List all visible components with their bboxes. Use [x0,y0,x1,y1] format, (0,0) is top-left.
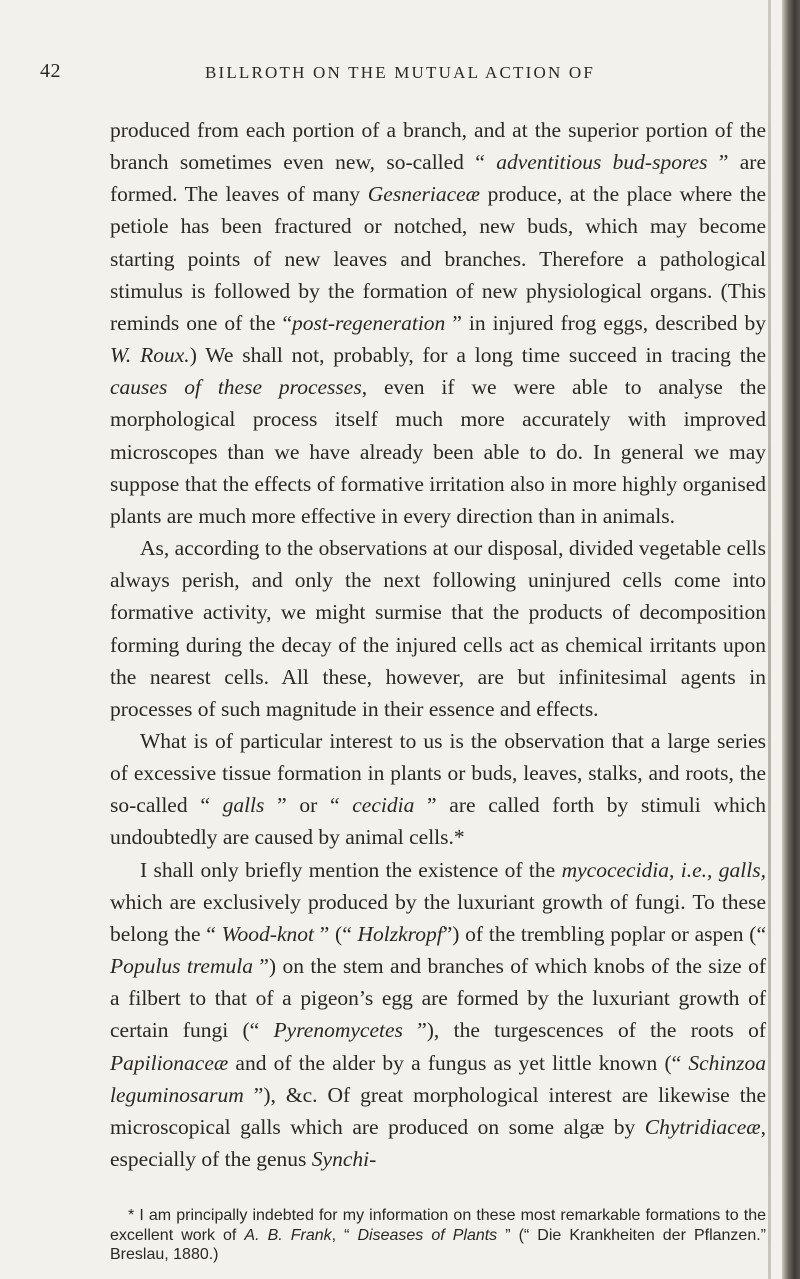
paragraph [110,725,766,854]
running-head-title: BILLROTH ON THE MUTUAL ACTION OF [204,63,596,82]
italic-text-run: Diseases of Plants [357,1226,498,1244]
italic-text-run: causes of these processes [110,375,362,400]
text-run: ”) on the stem and branches of which knobs of the size of a filbert to that of a pigeon’s egg are formed by the luxuriant growth of certain fungi (“ [110,954,767,1043]
text-run: ”), the turgescences of the roots of [402,1018,766,1043]
italic-text-run: Pyrenomycetes [273,1018,403,1043]
text-run: ” (“ Die Krankheiten der Pflanzen.” Breslau, 1880.) [110,1226,766,1263]
italic-text-run: Synchi- [311,1147,377,1171]
text-run: I shall only briefly mention the existence of the [140,857,562,882]
text-run: ”) of the trembling poplar or aspen (“ [442,921,767,946]
italic-text-run: post-regeneration [292,310,446,335]
italic-text-run: Chytridiaceæ [644,1114,761,1139]
italic-text-run: mycocecidia, i.e., galls, [561,857,766,882]
body-text [110,114,766,1175]
text-run: produced from each portion of a branch, and at the superior portion of the branch sometimes even new, so-called “ [110,118,766,175]
footnote [110,1206,766,1265]
italic-text-run: A. B. Frank [244,1226,332,1244]
text-run: which are exclusively produced by the luxuriant growth of fungi. To these belong the “ [110,889,766,946]
italic-text-run: cecidia [352,793,415,818]
italic-text-run: Populus tremula [110,954,253,979]
italic-text-run: galls [222,793,265,818]
italic-text-run: W. Roux. [110,343,190,368]
text-run: and of the alder by a fungus as yet little known (“ [228,1050,689,1075]
text-run: ” are called forth by stimuli which undoubtedly are caused by animal cells.* [110,793,766,850]
italic-text-run: Wood-knot [221,921,314,946]
italic-text-run: Holzkropf [357,921,443,946]
italic-text-run: Gesneriaceæ [367,182,481,207]
page-number: 42 [40,60,61,82]
page-gutter-shadow [768,0,771,1279]
running-head [0,60,800,90]
text-run: , even if we were able to analyse the morphological process itself much more accurately with improved microscopes than we have already been able to do. In general we may suppose that the effects of formative irritation also in more highly organised plants are much more effective in every direction than in animals. [110,375,766,528]
italic-text-run: adventitious bud-spores [496,150,708,175]
italic-text-run: Schinzoa leguminosarum [110,1050,766,1107]
text-run: ” are formed. The leaves of many [110,150,766,207]
text-run: , “ [331,1226,358,1244]
paragraph [110,114,766,532]
italic-text-run: Papilionaceæ [110,1050,229,1075]
book-spine-edge [782,0,800,1279]
text-run: ) We shall not, probably, for a long time succeed in tracing the [189,343,766,368]
text-run: ” in injured frog eggs, described by [445,310,766,335]
text-run: What is of particular interest to us is the observation that a large series of excessive tissue formation in plants or buds, leaves, stalks, and roots, the so-called “ [110,728,766,818]
text-run: ” or “ [264,793,353,818]
text-run: produce, at the place where the petiole has been fractured or notched, new buds, which may become starting points of new leaves and branches. Therefore a pathological stimulus is followed by the formation of new physiological organs. (This reminds one of the “ [110,182,766,335]
text-run: ”), &c. Of great morphological interest are likewise the microscopical galls which are produced on some algæ by [110,1082,766,1139]
paragraph [110,532,766,725]
text-run: ” (“ [313,921,358,946]
paragraph [110,854,766,1176]
text-run: As, according to the observations at our disposal, divided vegetable cells always perish, and only the next following uninjured cells come into formative activity, we might surmise that the products of decomposition forming during the decay of the injured cells act as chemical irritants upon the nearest cells. All these, however, are but infinitesimal agents in processes of such magnitude in their essence and effects. [110,536,766,721]
text-run: * I am principally indebted for my information on these most remarkable formations to the excellent work of [110,1207,766,1244]
text-run: , especially of the genus [110,1114,766,1171]
